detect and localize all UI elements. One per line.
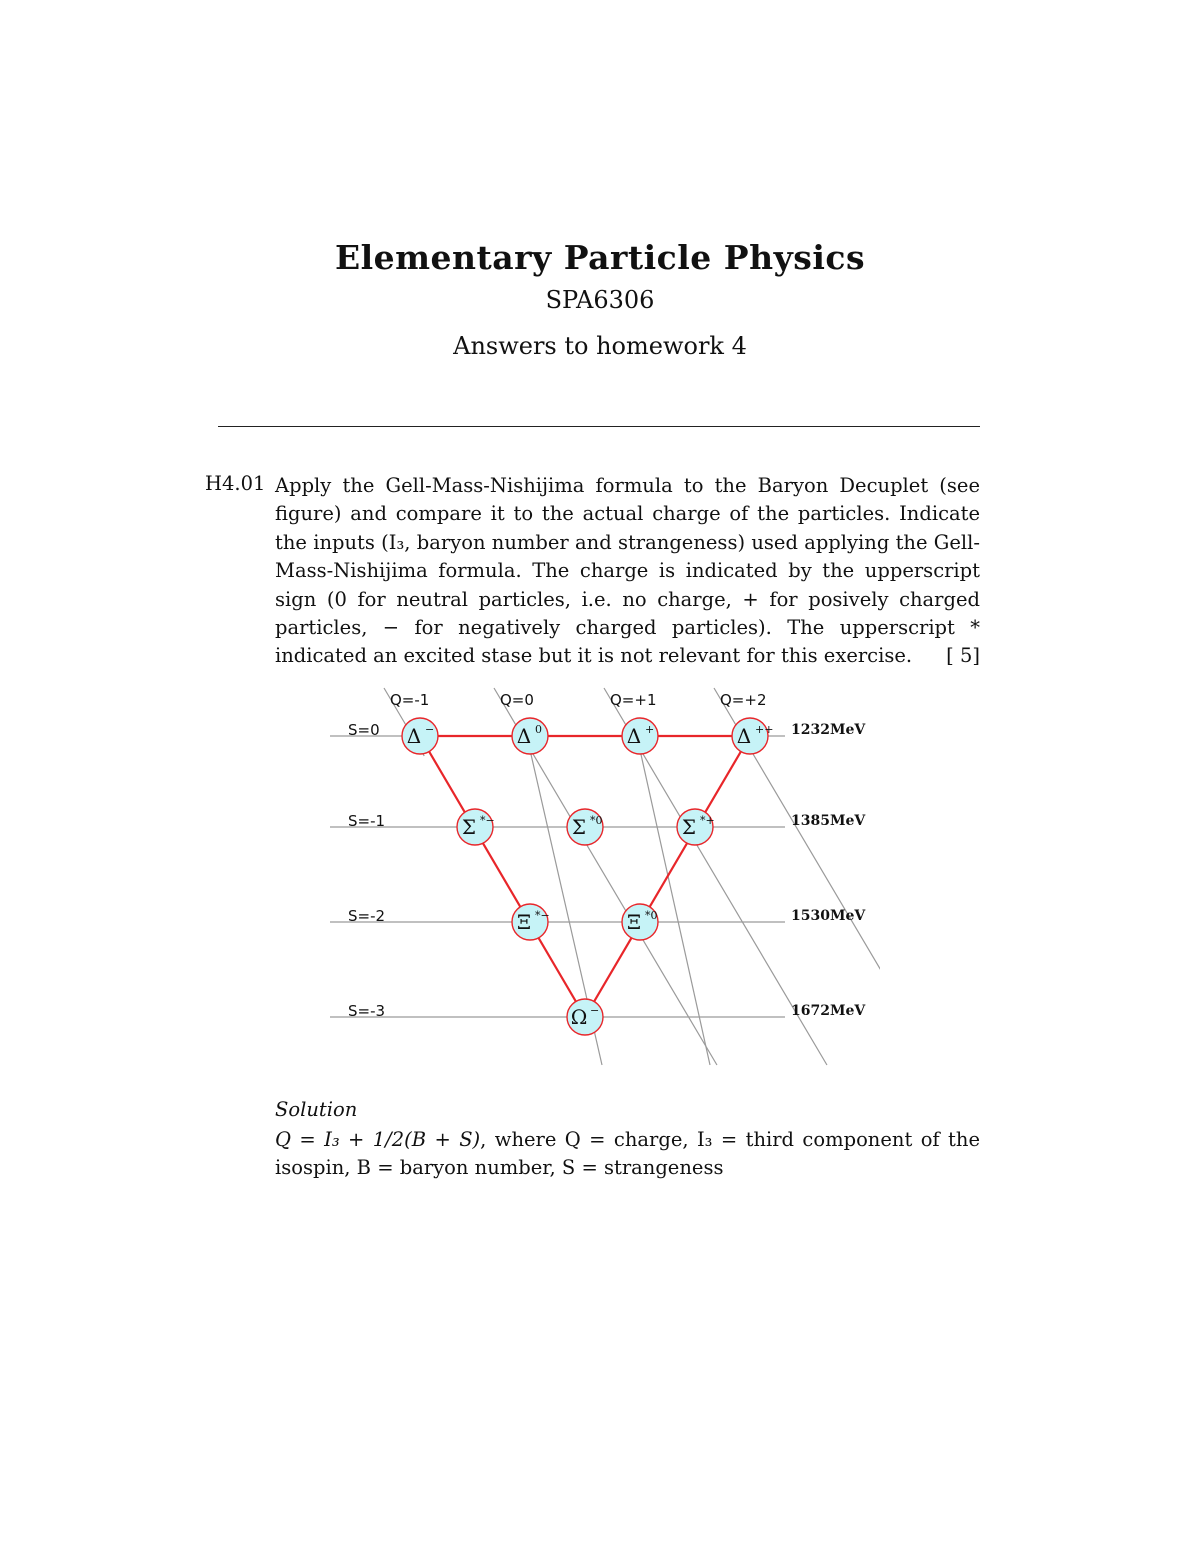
- strangeness-label: S=-2: [348, 907, 386, 925]
- charge-label: Q=+1: [610, 691, 657, 709]
- mass-label: 1672MeV: [791, 1003, 866, 1019]
- particle-charge-sup: *−: [535, 909, 550, 922]
- strangeness-label: S=-3: [348, 1002, 386, 1020]
- problem-text: Apply the Gell-Mass-Nishijima formula to the Baryon Decuplet (see figure) and compare it to the actual charge of the particles. Indicate the inputs (I₃, baryon number and strangeness) used applying the Gell-Mass-Nishijima formula. The charge is indicated by the upperscript sign (0 for neutral particles, i.e. no charge, + for posively charged particles, − for negatively charged particles). The upperscript * indicated an excited stase but it is not relevant for this exercise.: [275, 474, 980, 668]
- particle-symbol: Σ: [681, 815, 697, 839]
- mass-label: 1232MeV: [791, 722, 866, 738]
- problem-id: H4.01: [205, 472, 266, 495]
- particle-symbol: Ω: [570, 1005, 588, 1029]
- particle-charge-sup: *0: [645, 909, 658, 922]
- mass-label: 1530MeV: [791, 908, 866, 924]
- particle-symbol: Δ: [406, 724, 422, 748]
- solution-heading: Solution: [275, 1098, 358, 1121]
- charge-label: Q=0: [500, 691, 534, 709]
- decuplet-edges: [420, 736, 750, 1017]
- divider: [218, 426, 980, 427]
- decuplet-triangle: [420, 736, 750, 1017]
- course-code: SPA6306: [545, 286, 655, 314]
- problem-marks: [ 5]: [946, 644, 980, 668]
- particle-nodes: [402, 718, 773, 1035]
- solution-definitions: , where Q = charge, I₃ = third component of the isospin, B = baryon number, S = strangeness: [275, 1128, 980, 1180]
- particle-symbol: Δ: [736, 724, 752, 748]
- problem-statement: [275, 472, 980, 671]
- particle-charge-sup: −: [425, 723, 435, 736]
- particle-charge-sup: *+: [700, 814, 715, 827]
- solution-formula: Q = I₃ + 1/2(B + S): [275, 1128, 481, 1151]
- strangeness-label: S=0: [348, 721, 380, 739]
- particle-charge-sup: 0: [535, 723, 542, 736]
- page-subtitle: Answers to homework 4: [453, 332, 747, 360]
- charge-label: Q=+2: [720, 691, 767, 709]
- particle-charge-sup: −: [590, 1004, 600, 1017]
- charge-label: Q=-1: [390, 691, 430, 709]
- particle-charge-sup: *0: [590, 814, 603, 827]
- particle-symbol: Σ: [461, 815, 477, 839]
- particle-symbol: Δ: [516, 724, 532, 748]
- particle-symbol: Ξ: [516, 910, 532, 934]
- mass-label: 1385MeV: [791, 813, 866, 829]
- particle-symbol: Δ: [626, 724, 642, 748]
- particle-charge-sup: +: [645, 723, 655, 736]
- particle-charge-sup: ++: [755, 723, 774, 736]
- baryon-decuplet-figure: [320, 680, 880, 1070]
- particle-symbol: Σ: [571, 815, 587, 839]
- page-title: Elementary Particle Physics: [334, 238, 866, 277]
- particle-symbol: Ξ: [626, 910, 642, 934]
- strangeness-label: S=-1: [348, 812, 386, 830]
- particle-charge-sup: *−: [480, 814, 495, 827]
- solution-text: [275, 1126, 980, 1183]
